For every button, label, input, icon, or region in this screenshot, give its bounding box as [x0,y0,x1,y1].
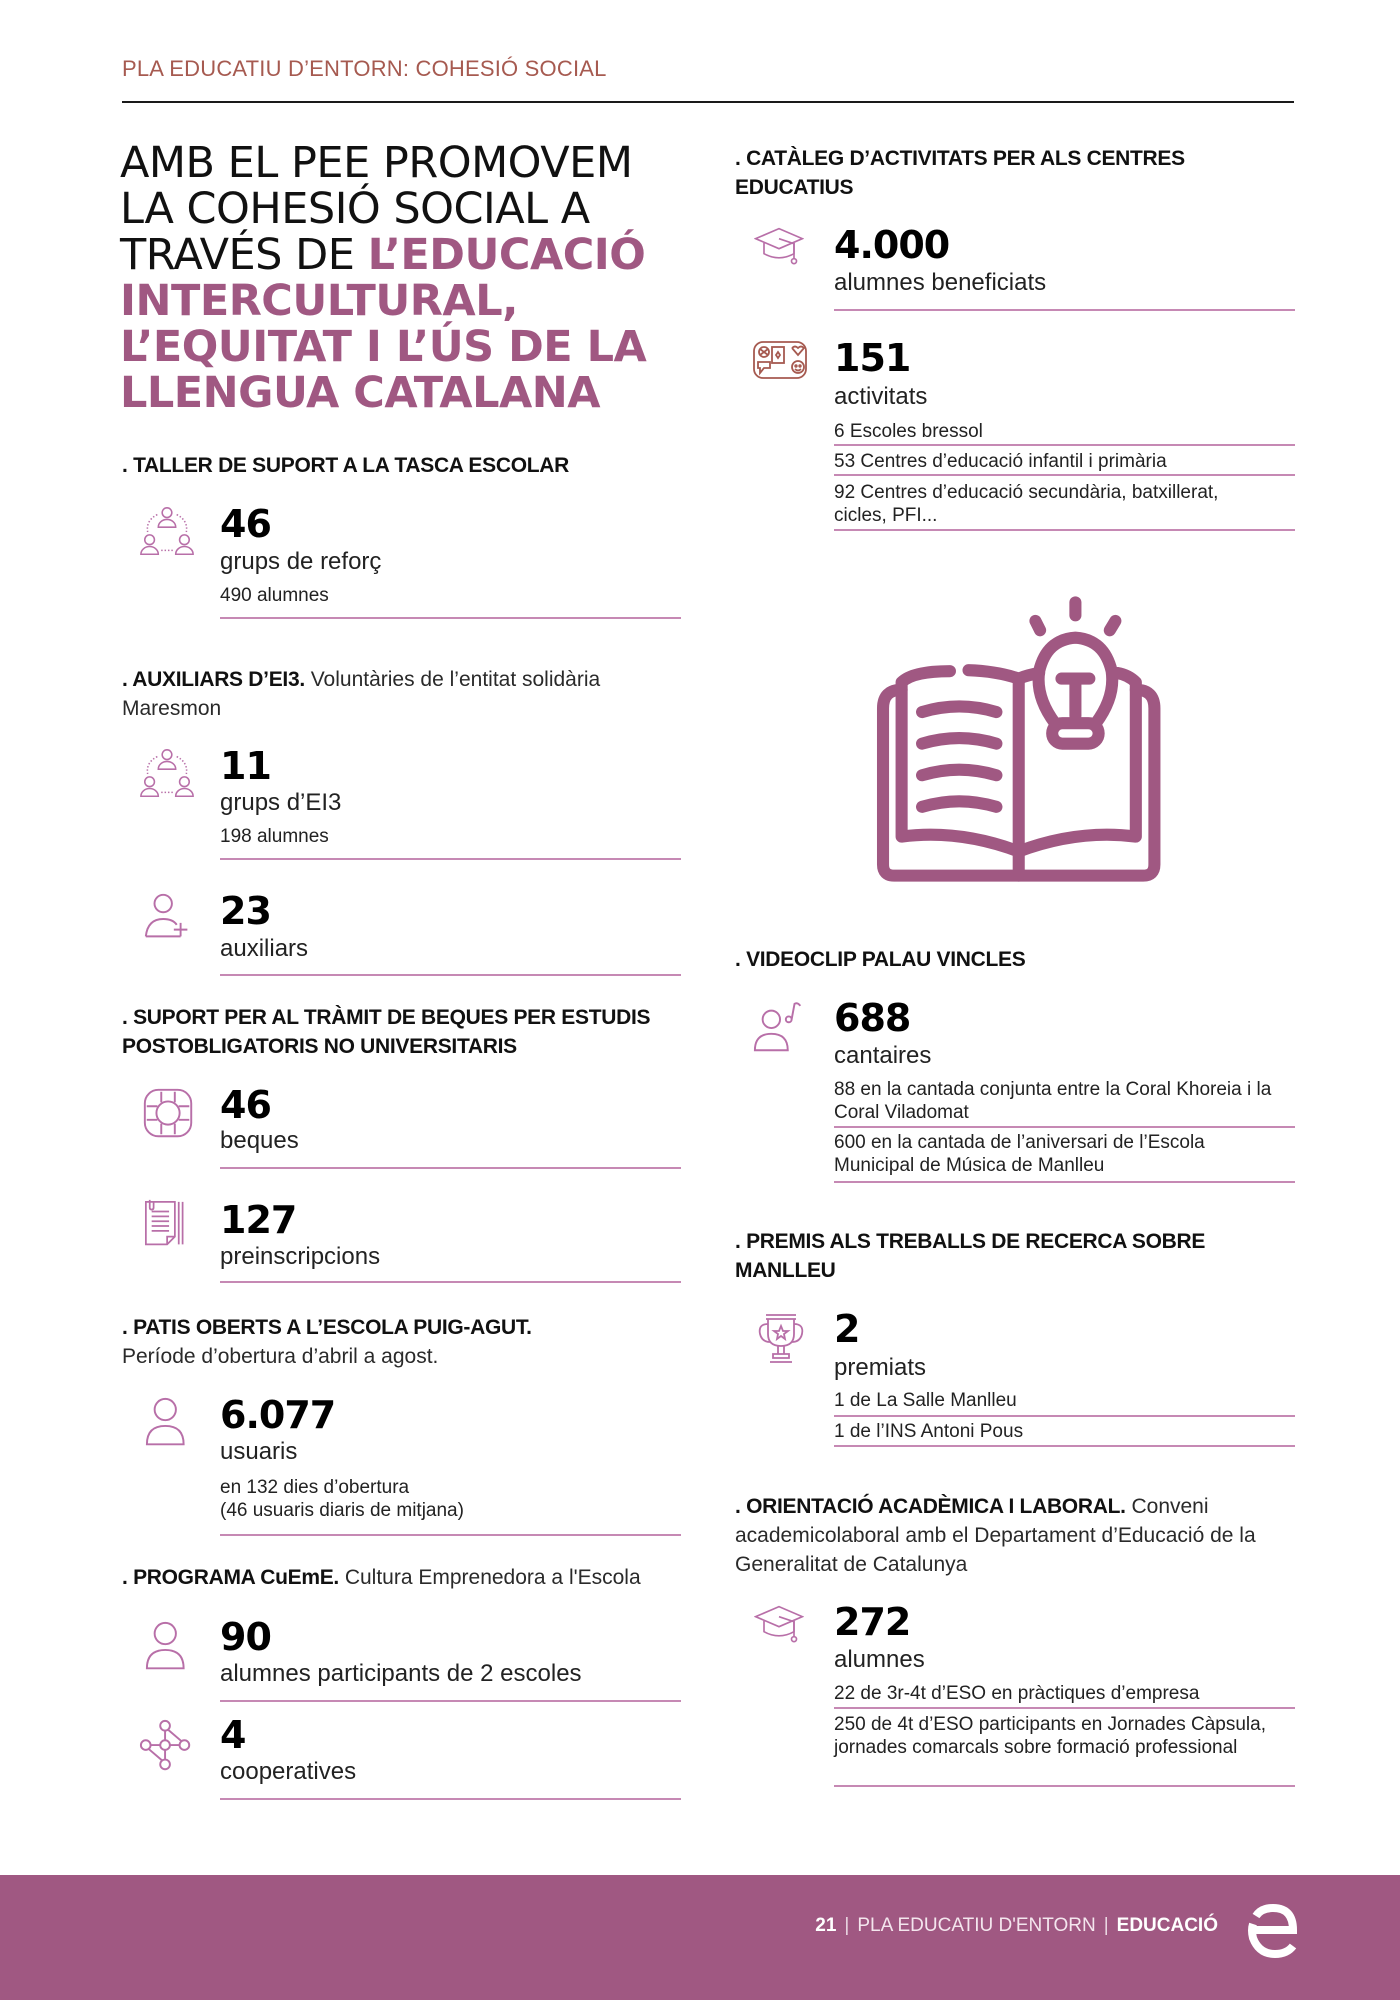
user-icon [144,1620,202,1678]
section-heading-beques: . SUPORT PER AL TRÀMIT DE BEQUES PER ESTUDIS POSTOBLIGATORIS NO UNIVERSITARIS [122,1006,651,1058]
stat-detail: 1 de La Salle Manlleu [834,1390,1017,1411]
stat-detail: 1 de l’INS Antoni Pous [834,1421,1024,1442]
stat-label: alumnes [834,1646,925,1673]
activities-board-icon [752,340,808,380]
user-add-icon [140,890,198,948]
section-heading-taller: . TALLER DE SUPORT A LA TASCA ESCOLAR [122,454,570,477]
section-heading-cataleg: . CATÀLEG D’ACTIVITATS PER ALS CENTRES EDUCATIUS [735,147,1185,199]
stat-label: alumnes participants de 2 escoles [220,1660,582,1687]
divider [220,617,681,619]
stat-detail: 250 de 4t d’ESO participants en Jornades Càpsula, jornades comarcals sobre formació professional [834,1714,1266,1758]
title-line: INTERCULTURAL, [120,276,518,326]
stat-number: 11 [220,744,271,788]
stat-detail: 22 de 3r-4t d’ESO en pràctiques d’empresa [834,1683,1200,1704]
stat-label: cantaires [834,1042,932,1069]
lifebuoy-icon [140,1085,198,1143]
divider [834,309,1295,311]
singer-icon [752,1000,810,1058]
divider [220,1167,681,1169]
stat-number: 2 [834,1307,860,1351]
stat-label: alumnes beneficiats [834,269,1047,296]
stat-label: premiats [834,1354,927,1381]
stat-label: grups de reforç [220,548,382,575]
divider [220,858,681,860]
stat-number: 6.077 [220,1393,336,1437]
divider [834,1126,1295,1128]
stat-detail: en 132 dies d’obertura [220,1477,410,1498]
user-icon [144,1396,202,1454]
section-heading-patis: . PATIS OBERTS A L’ESCOLA PUIG-AGUT. Període d’obertura d’abril a agost. [122,1316,532,1368]
stat-detail: 88 en la cantada conjunta entre la Coral Khoreia i la Coral Viladomat [834,1079,1272,1123]
page-title [120,140,680,416]
footer-text: 21 | PLA EDUCATIU D'ENTORN | EDUCACIÓ [815,1915,1218,1936]
divider [834,1785,1295,1787]
e-logo-icon [1247,1902,1299,1958]
divider [220,1798,681,1800]
divider [220,1281,681,1283]
document-icon [142,1198,200,1256]
stat-detail: 6 Escoles bressol [834,421,983,442]
title-line: AMB EL PEE PROMOVEM [120,138,633,188]
network-nodes-icon [138,1718,196,1776]
section-heading-videoclip: . VIDEOCLIP PALAU VINCLES [735,948,1026,971]
group-network-icon [138,503,196,561]
stat-number: 127 [220,1198,297,1242]
footer-bar [0,1875,1400,2000]
divider [220,1534,681,1536]
stat-label: usuaris [220,1438,298,1465]
divider [220,974,681,976]
stat-number: 272 [834,1600,911,1644]
divider [834,1181,1295,1183]
title-line: L’EQUITAT I L’ÚS DE LA [120,322,647,372]
title-line: TRAVÉS DE L’EDUCACIÓ [120,230,646,280]
stat-label: cooperatives [220,1758,357,1785]
divider [834,1415,1295,1417]
section-heading-auxiliars: . AUXILIARS D’EI3. Voluntàries de l’entitat solidària Maresmon [122,668,601,720]
stat-number: 46 [220,502,271,546]
open-book-lightbulb-icon [857,584,1173,894]
divider [220,1700,681,1702]
stat-number: 688 [834,996,911,1040]
stat-label: preinscripcions [220,1243,381,1270]
stat-number: 46 [220,1083,271,1127]
stat-label: auxiliars [220,935,309,962]
divider [834,1445,1295,1447]
stat-number: 90 [220,1615,271,1659]
graduation-cap-icon [754,1600,804,1650]
header-rule [122,101,1294,103]
divider [834,444,1295,446]
stat-number: 151 [834,336,911,380]
stat-detail: 600 en la cantada de l’aniversari de l’Escola Municipal de Música de Manlleu [834,1132,1205,1176]
divider [834,1707,1295,1709]
stat-label: beques [220,1127,299,1154]
section-heading-premis: . PREMIS ALS TREBALLS DE RECERCA SOBRE MANLLEU [735,1230,1206,1282]
stat-number: 4 [220,1713,246,1757]
footer-section: PLA EDUCATIU D'ENTORN [857,1915,1096,1936]
section-heading-cueme: . PROGRAMA CuEmE. Cultura Emprenedora a l'Escola [122,1566,641,1589]
divider [834,529,1295,531]
title-line: LA COHESIÓ SOCIAL A [120,184,590,234]
stat-detail: 92 Centres d’educació secundària, batxillerat, cicles, PFI... [834,482,1219,526]
stat-detail: 490 alumnes [220,585,329,606]
group-network-icon [138,745,196,803]
stat-detail: (46 usuaris diaris de mitjana) [220,1500,464,1521]
stat-label: activitats [834,383,928,410]
stat-detail: 198 alumnes [220,826,329,847]
footer-department: EDUCACIÓ [1116,1915,1218,1936]
stat-number: 4.000 [834,223,950,267]
divider [834,474,1295,476]
stat-label: grups d’EI3 [220,789,342,816]
running-title: PLA EDUCATIU D’ENTORN: COHESIÓ SOCIAL [122,56,607,81]
stat-detail: 53 Centres d’educació infantil i primària [834,451,1167,472]
trophy-icon [756,1312,806,1366]
page-number: 21 [815,1915,837,1936]
title-line: LLENGUA CATALANA [120,368,601,418]
stat-number: 23 [220,889,271,933]
graduation-cap-icon [754,222,804,272]
section-heading-orientacio: . ORIENTACIÓ ACADÈMICA I LABORAL. Conveni academicolaboral amb el Departament d’Educació de la Generalitat de Catalunya [735,1495,1256,1576]
